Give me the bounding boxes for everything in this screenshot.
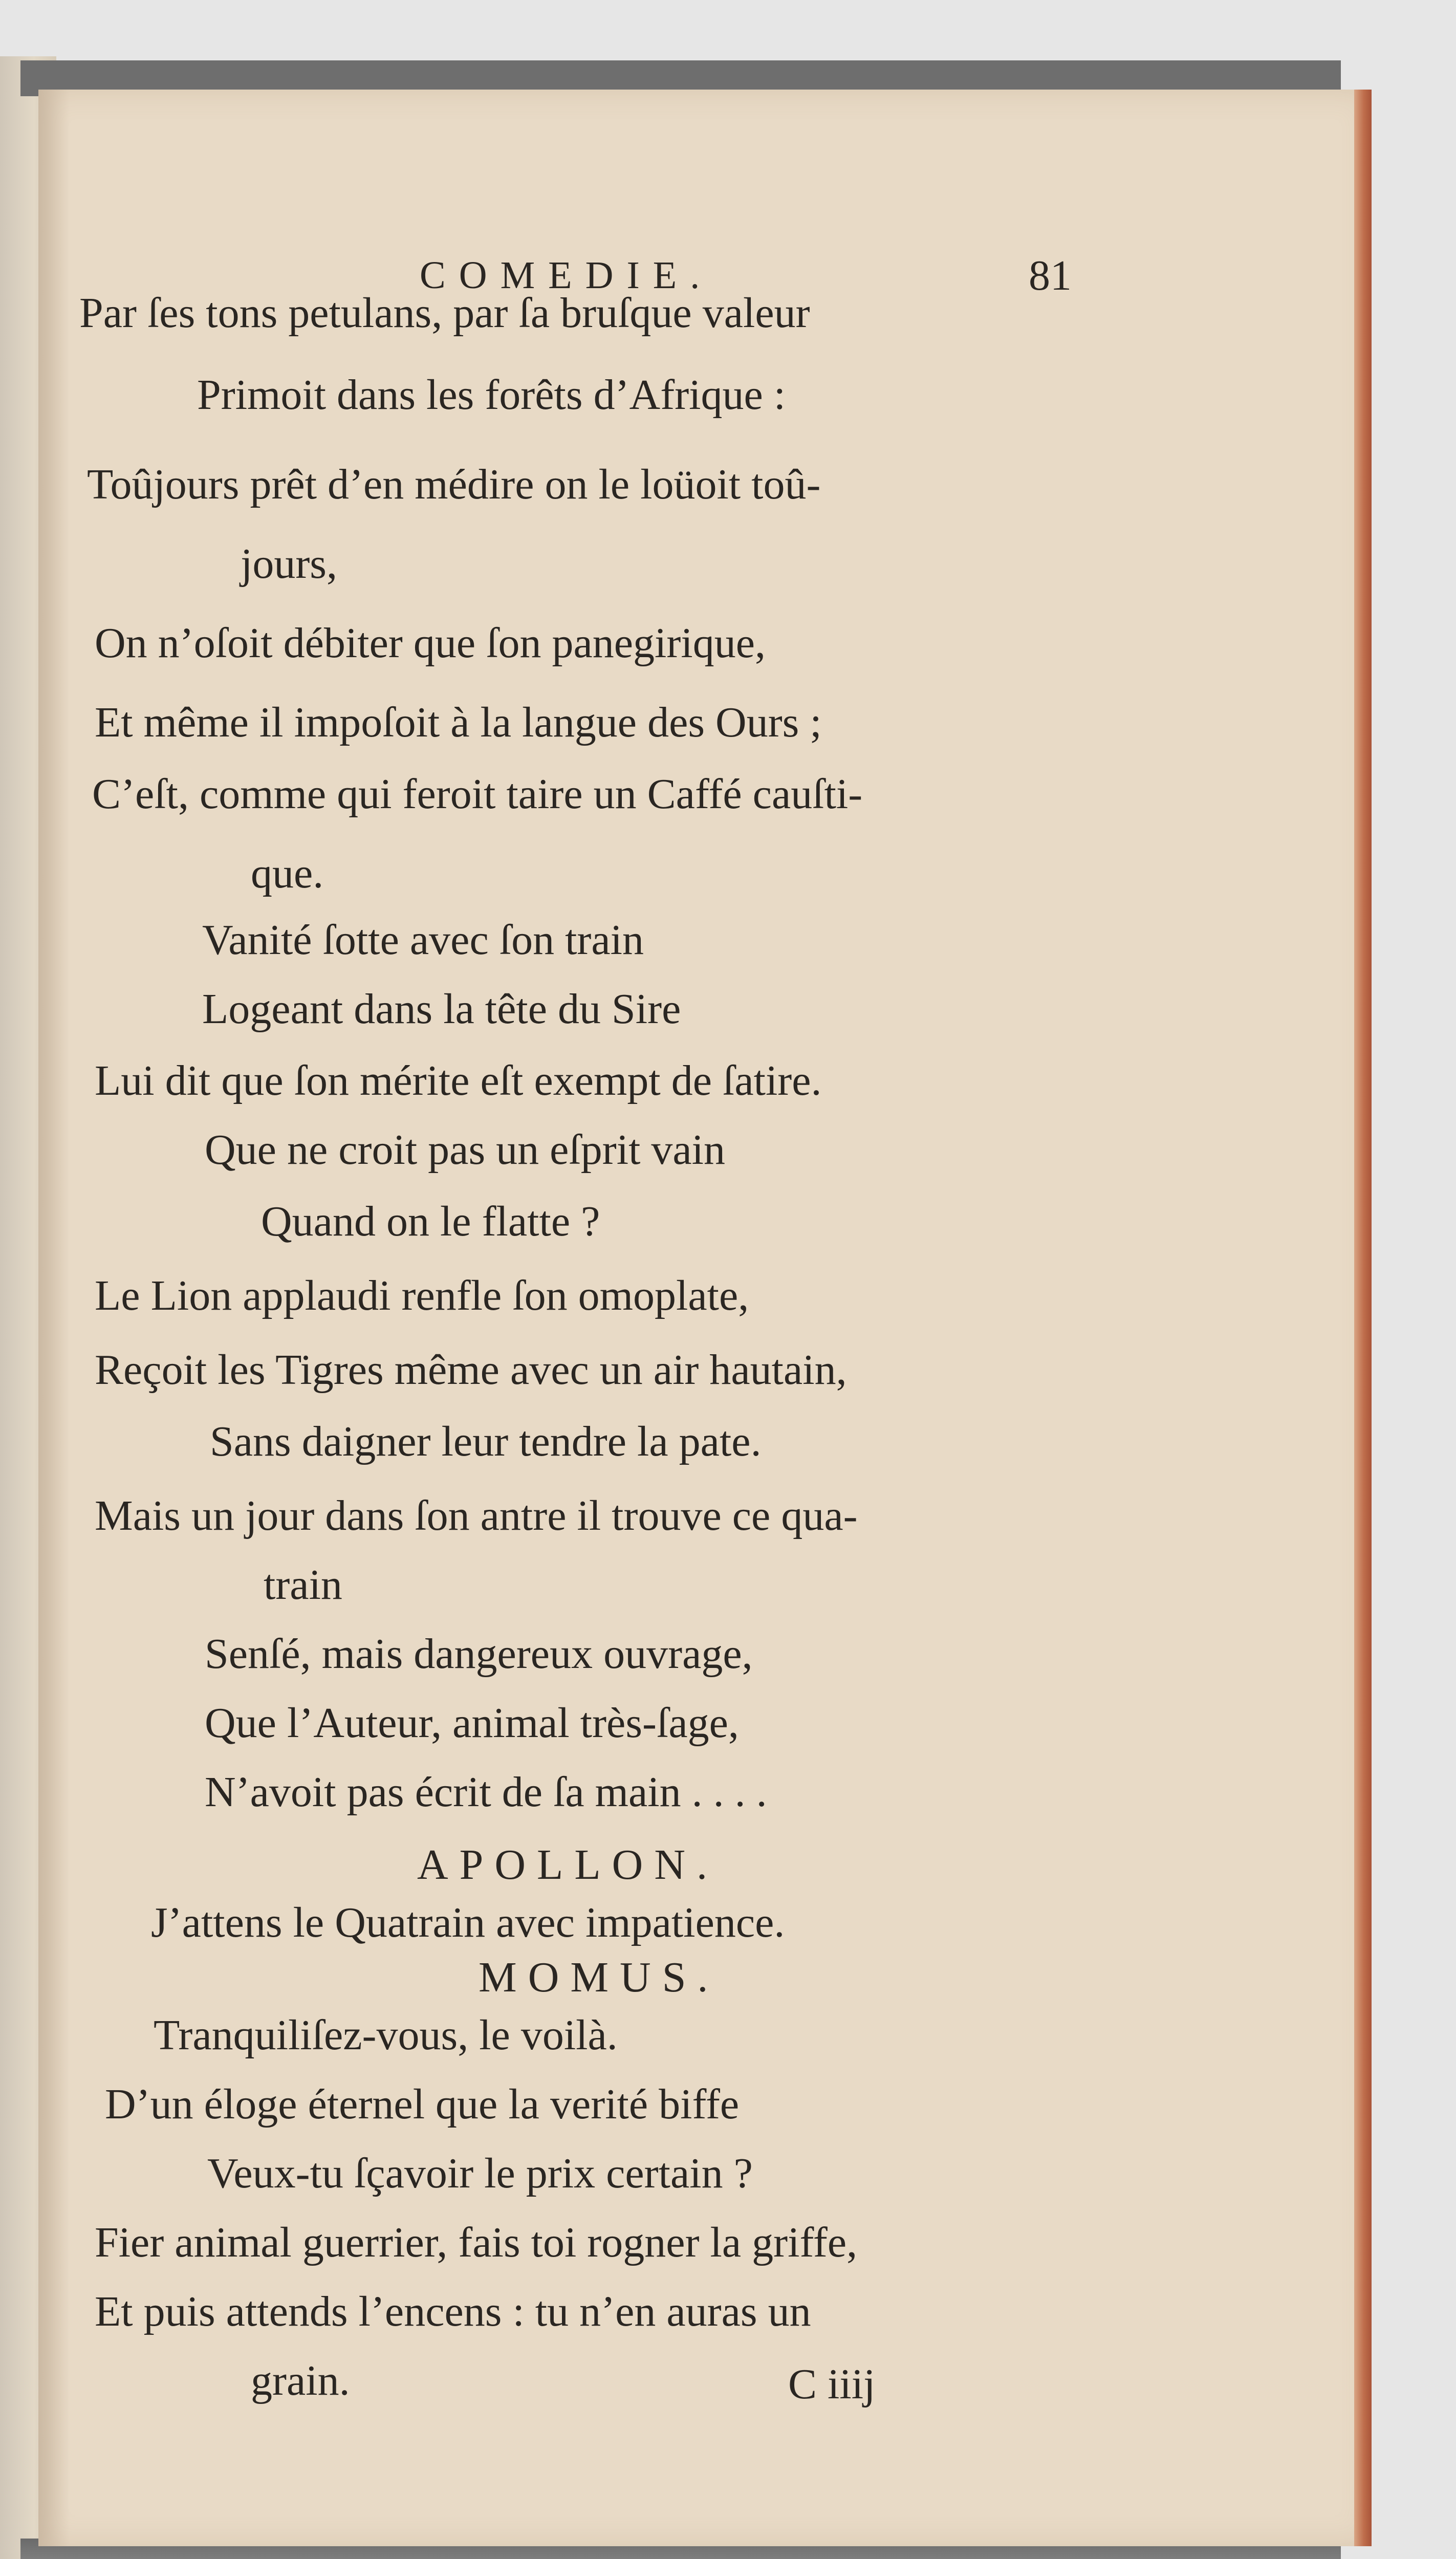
text-line: Senſé, mais dangereux ouvrage, (205, 1630, 753, 1678)
text-line: Que l’Auteur, animal très-ſage, (205, 1699, 739, 1747)
text-line: Reçoit les Tigres même avec un air hautain, (95, 1346, 847, 1394)
text-line: Quand on le flatte ? (261, 1198, 600, 1245)
speaker-name: APOLLON. (417, 1841, 719, 1889)
text-line: Logeant dans la tête du Sire (202, 985, 681, 1033)
book-page (38, 90, 1372, 2546)
text-line: Toûjours prêt d’en médire on le loüoit toû- (87, 461, 821, 508)
page-gutter (38, 90, 69, 2546)
text-line: jours, (241, 540, 337, 588)
text-line: C’eſt, comme qui feroit taire un Caffé cauſti- (92, 770, 863, 818)
speech-line: Veux-tu ſçavoir le prix certain ? (207, 2150, 753, 2197)
text-line: Sans daigner leur tendre la pate. (210, 1418, 762, 1465)
signature-mark: C iiij (788, 2360, 876, 2408)
speech-line: D’un éloge éternel que la verité biffe (105, 2080, 740, 2128)
speech-line: Et puis attends l’encens : tu n’en auras un (95, 2288, 811, 2335)
text-line: que. (251, 850, 324, 897)
text-line: Primoit dans les forêts d’Afrique : (197, 371, 786, 419)
text-line: Par ſes tons petulans, par ſa bruſque valeur (79, 289, 810, 337)
text-line: Que ne croit pas un eſprit vain (205, 1126, 726, 1174)
text-line: train (264, 1561, 342, 1609)
running-title: COMEDIE. (420, 254, 713, 297)
text-line: Et même il impoſoit à la langue des Ours ; (95, 699, 822, 746)
speech-line: J’attens le Quatrain avec impatience. (151, 1899, 785, 1946)
text-line: Le Lion applaudi renfle ſon omoplate, (95, 1272, 749, 1319)
speech-line: grain. (251, 2357, 350, 2404)
text-line: Mais un jour dans ſon antre il trouve ce qua- (95, 1492, 858, 1539)
speech-line: Fier animal guerrier, fais toi rogner la griffe, (95, 2219, 858, 2266)
speaker-name: MOMUS. (479, 1954, 720, 2001)
text-line: Vanité ſotte avec ſon train (202, 916, 644, 964)
page-number: 81 (1029, 252, 1072, 299)
text-line: N’avoit pas écrit de ſa main . . . . (205, 1768, 767, 1816)
red-page-edge (1354, 90, 1372, 2546)
text-line: Lui dit que ſon mérite eſt exempt de ſatire. (95, 1057, 822, 1104)
text-line: On n’oſoit débiter que ſon panegirique, (95, 619, 766, 667)
speech-line: Tranquiliſez-vous, le voilà. (154, 2011, 618, 2059)
